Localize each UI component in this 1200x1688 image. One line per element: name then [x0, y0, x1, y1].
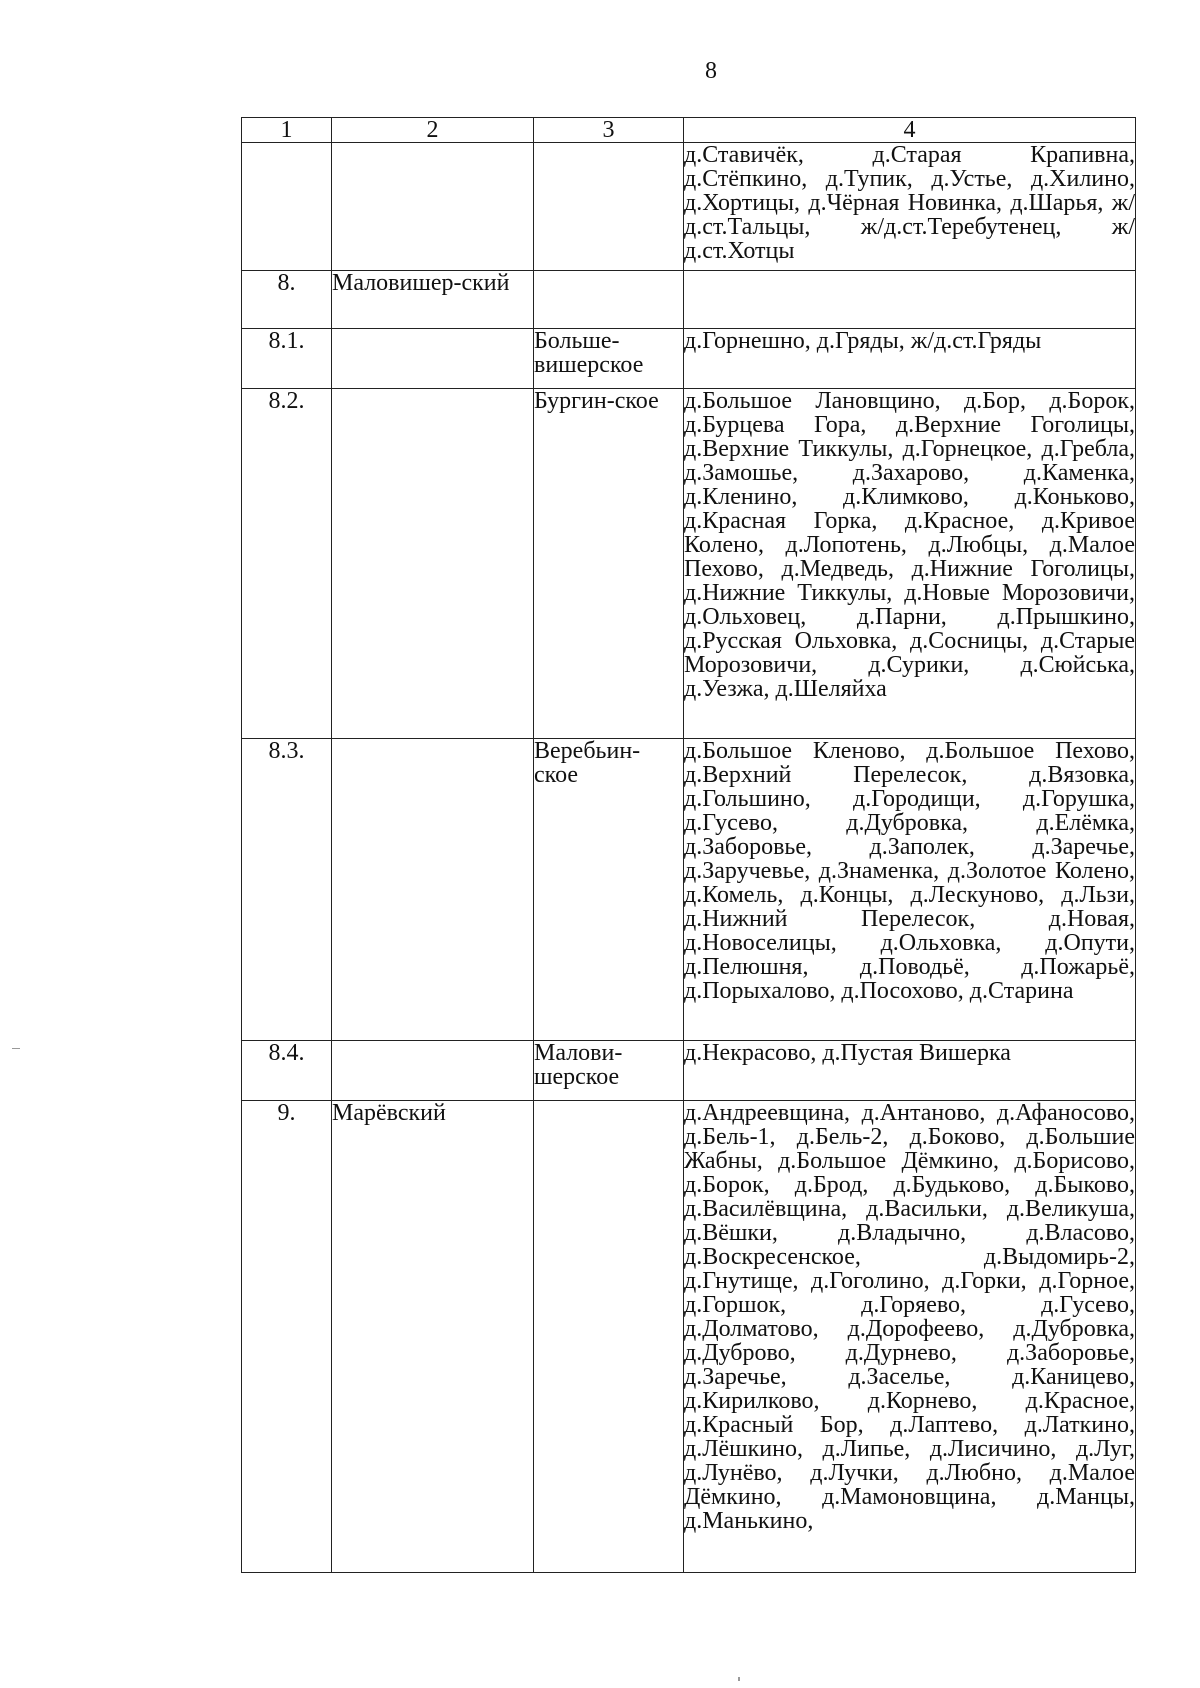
table-row: [242, 143, 1136, 271]
row-number: 9.: [242, 1101, 332, 1573]
table-row: [242, 1041, 1136, 1101]
district-cell: [332, 1041, 534, 1101]
table-header-row: [242, 118, 1136, 143]
district-cell: Маловишер-ский: [332, 271, 534, 329]
row-number: 8.: [242, 271, 332, 329]
places-cell: [684, 271, 1136, 329]
district-cell: [332, 143, 534, 271]
settlement-cell: Бургин-ское: [534, 389, 684, 739]
settlement-cell: [534, 143, 684, 271]
district-cell: [332, 739, 534, 1041]
scan-artifact-line: [12, 1048, 20, 1049]
settlement-cell: Больше-вишерское: [534, 329, 684, 389]
table-row: [242, 1101, 1136, 1573]
settlement-cell: [534, 1101, 684, 1573]
scan-artifact-dot: [738, 1677, 740, 1681]
table-row: [242, 271, 1136, 329]
row-number: [242, 143, 332, 271]
places-cell: д.Ставичёк, д.Старая Крапивна, д.Стёпкино, д.Тупик, д.Устье, д.Хилино, д.Хортицы, д.Чёрная Новинка, д.Шарья, ж/д.ст.Тальцы, ж/д.ст.Теребутенец, ж/д.ст.Хотцы: [684, 143, 1136, 271]
places-cell: д.Большое Кленово, д.Большое Пехово, д.Верхний Перелесок, д.Вязовка, д.Гольшино, д.Городищи, д.Горушка, д.Гусево, д.Дубровка, д.Елёмка, д.Заборовье, д.Заполек, д.Заречье, д.Заручевье, д.Знаменка, д.Золотое Колено, д.Комель, д.Концы, д.Лескуново, д.Льзи, д.Нижний Перелесок, д.Новая, д.Новоселицы, д.Ольховка, д.Опути, д.Пелюшня, д.Поводьё, д.Пожарьё, д.Порыхалово, д.Посохово, д.Старина: [684, 739, 1136, 1041]
places-cell: д.Андреевщина, д.Антаново, д.Афаносово, д.Бель-1, д.Бель-2, д.Боково, д.Большие Жабны, д.Большое Дёмкино, д.Борисово, д.Борок, д.Брод, д.Будьково, д.Быково, д.Василёвщина, д.Васильки, д.Великуша, д.Вёшки, д.Владычно, д.Власово, д.Воскресенское, д.Выдомирь-2, д.Гнутище, д.Гоголино, д.Горки, д.Горное, д.Горшок, д.Горяево, д.Гусево, д.Долматово, д.Дорофеево, д.Дубровка, д.Дуброво, д.Дурнево, д.Заборовье, д.Заречье, д.Заселье, д.Каницево, д.Кирилково, д.Корнево, д.Красное, д.Красный Бор, д.Лаптево, д.Латкино, д.Лёшкино, д.Липье, д.Лисичино, д.Луг, д.Лунёво, д.Лучки, д.Любно, д.Малое Дёмкино, д.Мамоновщина, д.Манцы, д.Манькино,: [684, 1101, 1136, 1573]
places-cell: д.Горнешно, д.Гряды, ж/д.ст.Гряды: [684, 329, 1136, 389]
table-row: [242, 739, 1136, 1041]
table-row: [242, 329, 1136, 389]
table-row: [242, 389, 1136, 739]
row-number: 8.1.: [242, 329, 332, 389]
row-number: 8.3.: [242, 739, 332, 1041]
settlement-cell: [534, 271, 684, 329]
row-number: 8.4.: [242, 1041, 332, 1101]
places-cell: д.Большое Лановщино, д.Бор, д.Борок, д.Бурцева Гора, д.Верхние Гоголицы, д.Верхние Тиккулы, д.Горнецкое, д.Гребла, д.Замошье, д.Захарово, д.Каменка, д.Кленино, д.Климково, д.Коньково, д.Красная Горка, д.Красное, д.Кривое Колено, д.Лопотень, д.Любцы, д.Малое Пехово, д.Медведь, д.Нижние Гоголицы, д.Нижние Тиккулы, д.Новые Морозовичи, д.Ольховец, д.Парни, д.Прышкино, д.Русская Ольховка, д.Сосницы, д.Старые Морозовичи, д.Сурики, д.Сюйська, д.Уезжа, д.Шеляйха: [684, 389, 1136, 739]
settlements-table: [241, 117, 1136, 1573]
column-header: 1: [242, 118, 332, 143]
page-number: 8: [705, 58, 717, 84]
column-header: 2: [332, 118, 534, 143]
settlement-cell: Веребьин-ское: [534, 739, 684, 1041]
district-cell: Марёвский: [332, 1101, 534, 1573]
row-number: 8.2.: [242, 389, 332, 739]
places-cell: д.Некрасово, д.Пустая Вишерка: [684, 1041, 1136, 1101]
district-cell: [332, 389, 534, 739]
column-header: 3: [534, 118, 684, 143]
settlement-cell: Малови-шерское: [534, 1041, 684, 1101]
district-cell: [332, 329, 534, 389]
column-header: 4: [684, 118, 1136, 143]
